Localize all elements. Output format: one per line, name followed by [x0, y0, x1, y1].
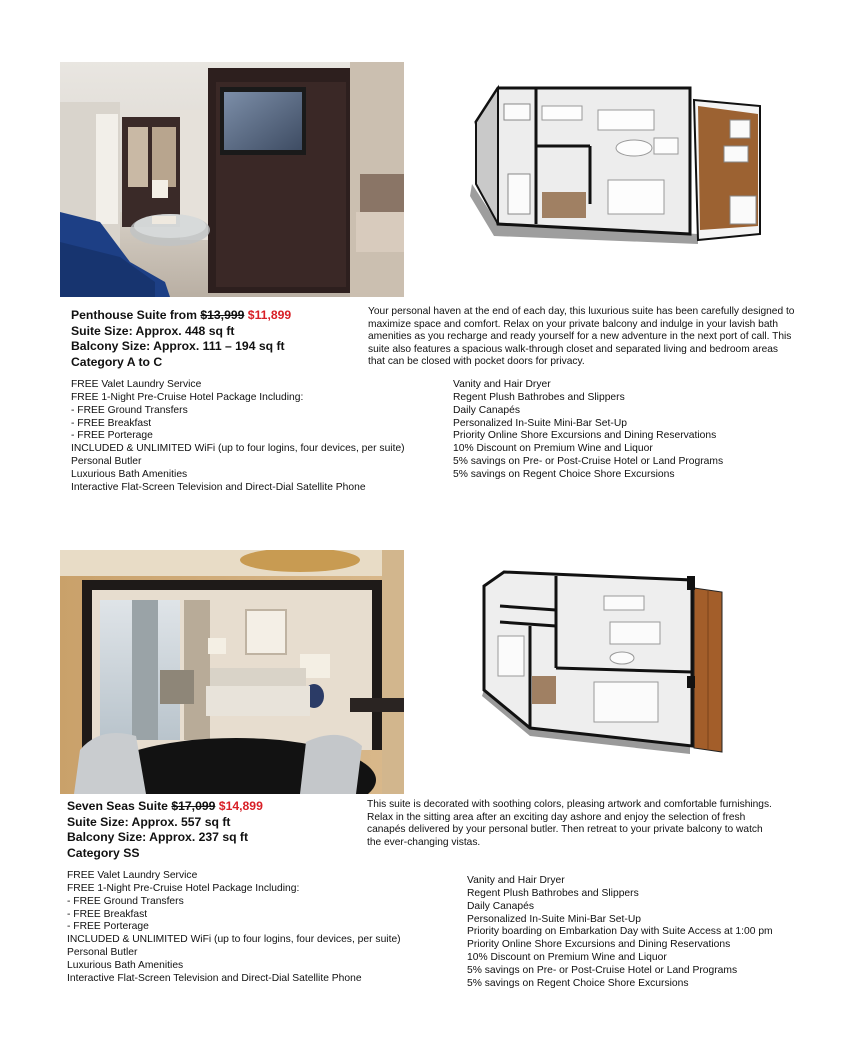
suite-title-line [71, 308, 291, 324]
list-item: Regent Plush Bathrobes and Slippers [453, 391, 625, 403]
list-item: - FREE Breakfast [67, 908, 148, 920]
list-item: Daily Canapés [467, 900, 534, 912]
suite-title-line [67, 799, 263, 815]
sale-price: $11,899 [247, 308, 292, 322]
list-item: INCLUDED & UNLIMITED WiFi (up to four logins, four devices, per suite) [71, 443, 405, 455]
list-item: Personal Butler [71, 456, 142, 468]
suite-category: Category A to C [71, 354, 163, 369]
seven-seas-suite-floor-plan [476, 566, 736, 756]
list-item: 10% Discount on Premium Wine and Liquor [467, 952, 667, 964]
list-item: Luxurious Bath Amenities [71, 468, 188, 480]
list-item: FREE Valet Laundry Service [71, 379, 202, 390]
list-item: FREE 1-Night Pre-Cruise Hotel Package Including: [71, 391, 304, 403]
balcony-size: Balcony Size: Approx. 111 – 194 sq ft [71, 339, 285, 353]
seven-seas-amenities-left [67, 870, 401, 986]
penthouse-suite-floor-plan [468, 84, 778, 254]
list-item: Interactive Flat-Screen Television and Direct-Dial Satellite Phone [67, 972, 362, 984]
list-item: 10% Discount on Premium Wine and Liquor [453, 443, 653, 455]
list-item: INCLUDED & UNLIMITED WiFi (up to four logins, four devices, per suite) [67, 934, 401, 946]
list-item: Luxurious Bath Amenities [67, 959, 184, 971]
balcony-size: Balcony Size: Approx. 237 sq ft [67, 830, 249, 844]
seven-seas-suite-description: This suite is decorated with soothing colors, pleasing artwork and comfortable furnishings. Relax in the sitting area after an exciting day ashore and enjoy the selection of fresh canapés delivered by your personal butler. Then retreat to your private balcony to watch the ever-changing vistas. [367, 799, 772, 848]
suite-category: Category SS [67, 845, 140, 860]
list-item: FREE 1-Night Pre-Cruise Hotel Package Including: [67, 882, 300, 894]
list-item: - FREE Porterage [71, 430, 153, 442]
suite-size: Suite Size: Approx. 448 sq ft [71, 323, 235, 338]
penthouse-suite-description: Your personal haven at the end of each day, this luxurious suite has been carefully designed to maximize space and comfort. Relax on your private balcony and indulge in your lavish bath amenities as you recharge and ready yourself for a new adventure in the next port of call. This suite also features a spacious walk-through closet and separated living and bedroom areas that can be closed with pocket doors for privacy. [368, 306, 795, 368]
penthouse-suite-photo [60, 62, 404, 297]
list-item: - FREE Ground Transfers [71, 404, 188, 416]
list-item: Personal Butler [67, 947, 138, 959]
sale-price: $14,899 [218, 799, 263, 813]
penthouse-amenities-right [453, 379, 723, 482]
list-item: Interactive Flat-Screen Television and Direct-Dial Satellite Phone [71, 481, 366, 493]
list-item: Personalized In-Suite Mini-Bar Set-Up [453, 417, 627, 429]
list-item: Daily Canapés [453, 404, 520, 416]
list-item: - FREE Porterage [67, 921, 149, 933]
list-item: Vanity and Hair Dryer [467, 875, 565, 886]
suite-name: Penthouse Suite from [71, 308, 197, 322]
penthouse-suite-heading [71, 308, 291, 370]
list-item: 5% savings on Pre- or Post-Cruise Hotel or Land Programs [453, 456, 724, 468]
original-price: $17,099 [171, 799, 216, 813]
list-item: - FREE Ground Transfers [67, 895, 184, 907]
suite-name: Seven Seas Suite [67, 799, 168, 813]
list-item: FREE Valet Laundry Service [67, 870, 198, 881]
list-item: 5% savings on Regent Choice Shore Excursions [467, 977, 689, 989]
list-item: Personalized In-Suite Mini-Bar Set-Up [467, 913, 641, 925]
original-price: $13,999 [200, 308, 245, 322]
penthouse-amenities-left [71, 379, 405, 495]
list-item: Vanity and Hair Dryer [453, 379, 551, 390]
list-item: 5% savings on Pre- or Post-Cruise Hotel or Land Programs [467, 964, 738, 976]
seven-seas-amenities-right [467, 875, 773, 991]
suite-size: Suite Size: Approx. 557 sq ft [67, 814, 231, 829]
list-item: Priority boarding on Embarkation Day with Suite Access at 1:00 pm [467, 926, 773, 938]
list-item: Regent Plush Bathrobes and Slippers [467, 887, 639, 899]
seven-seas-suite-photo [60, 550, 404, 794]
list-item: Priority Online Shore Excursions and Dining Reservations [453, 430, 717, 442]
list-item: Priority Online Shore Excursions and Dining Reservations [467, 939, 731, 951]
seven-seas-suite-heading [67, 799, 263, 861]
list-item: 5% savings on Regent Choice Shore Excursions [453, 468, 675, 480]
list-item: - FREE Breakfast [71, 417, 152, 429]
